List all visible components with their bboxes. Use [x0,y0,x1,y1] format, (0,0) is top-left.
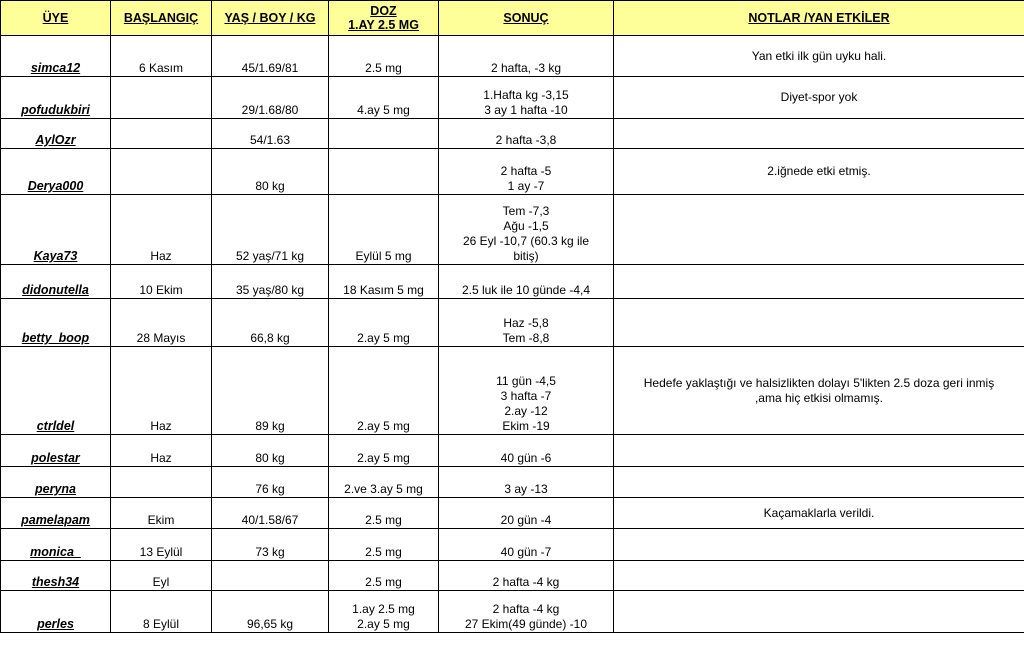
result-cell [439,591,614,633]
member-name: didonutella [1,265,111,299]
notes-cell [614,561,1024,591]
start-cell: 10 Ekim [111,265,212,299]
member-name: AylOzr [1,119,111,149]
dose-cell [329,36,439,77]
notes-cell-line: ,ama hiç etkisi olmamış. [754,390,884,405]
result-cell-line: 26 Eyl -10,7 (60.3 kg ile [462,234,590,248]
notes-cell [614,77,1024,119]
table-row [1,77,1024,119]
notes-cell [614,467,1024,498]
result-cell-line: 3 hafta -7 [500,389,552,403]
member-name: betty_boop [1,299,111,347]
dose-cell-line: 2.ay 5 mg [357,419,410,433]
dose-cell [329,299,439,347]
notes-cell [614,149,1024,195]
dose-cell-line: 2.ay 5 mg [357,331,410,345]
stats-cell: 54/1.63 [212,119,329,149]
result-cell-line: Ekim -19 [502,419,550,433]
dose-cell [329,561,439,591]
table-row [1,467,1024,498]
result-cell-line: 2 hafta -4 kg [492,602,560,616]
result-cell [439,265,614,299]
member-name: peryna [1,467,111,498]
start-cell [111,467,212,498]
notes-cell [614,299,1024,347]
dose-cell [329,119,439,149]
result-cell-line: 40 gün -6 [500,451,552,465]
notes-cell-line: Kaçamaklarla verildi. [763,505,875,520]
stats-cell: 40/1.58/67 [212,498,329,529]
result-cell [439,36,614,77]
notes-cell [614,435,1024,467]
result-cell-line: 2.5 luk ile 10 günde -4,4 [461,283,591,297]
dose-cell [329,591,439,633]
result-cell-line: 3 ay 1 hafta -10 [484,103,568,117]
result-cell-line: 11 gün -4,5 [496,374,556,388]
result-cell-line: 1 ay -7 [507,179,545,193]
notes-cell-line: 2.iğnede etki etmiş. [767,164,871,178]
stats-cell: 45/1.69/81 [212,36,329,77]
start-cell: 13 Eylül [111,529,212,561]
start-cell: 28 Mayıs [111,299,212,347]
start-cell: Haz [111,435,212,467]
member-name: pamelapam [1,498,111,529]
table-row [1,299,1024,347]
notes-cell [614,36,1024,77]
result-cell-line: 40 gün -7 [500,545,552,559]
notes-cell [614,529,1024,561]
dose-cell-line: 2.ay 5 mg [357,451,410,465]
member-name: pofudukbiri [1,77,111,119]
start-cell: Haz [111,347,212,435]
stats-cell: 66,8 kg [212,299,329,347]
notes-cell [614,119,1024,149]
member-name: thesh34 [1,561,111,591]
result-cell-line: Haz -5,8 [503,316,549,330]
stats-cell: 89 kg [212,347,329,435]
dose-cell-line: Eylül 5 mg [355,249,412,263]
header-dose [329,1,439,36]
table-row [1,498,1024,529]
result-cell-line: Tem -8,8 [502,331,550,345]
start-cell: 8 Eylül [111,591,212,633]
notes-cell [614,347,1024,435]
result-cell-line: 2 hafta -3,8 [495,133,557,147]
start-cell [111,119,212,149]
dose-cell-line: 2.ve 3.ay 5 mg [344,482,423,496]
dose-cell [329,467,439,498]
result-cell [439,119,614,149]
dose-cell [329,529,439,561]
dose-cell-line: 2.5 mg [365,575,402,589]
notes-cell-line: Diyet-spor yok [780,90,858,104]
dose-cell [329,77,439,119]
member-name: ctrldel [1,347,111,435]
dose-cell-line: 2.5 mg [365,545,402,559]
header-notes: NOTLAR /YAN ETKİLER [614,1,1024,36]
dose-cell-line: 2.5 mg [365,61,402,75]
start-cell: Haz [111,195,212,265]
dose-cell-line: 4.ay 5 mg [357,103,410,117]
stats-cell: 80 kg [212,435,329,467]
stats-cell: 73 kg [212,529,329,561]
table-row [1,195,1024,265]
dose-cell-line: 18 Kasım 5 mg [343,283,424,297]
result-cell [439,498,614,529]
dose-cell [329,149,439,195]
table-body [1,36,1024,633]
table-row [1,265,1024,299]
table-row [1,36,1024,77]
table-row [1,591,1024,633]
header-stats: YAŞ / BOY / KG [212,1,329,36]
result-cell [439,149,614,195]
result-cell-line: 3 ay -13 [504,482,548,496]
header-result: SONUÇ [439,1,614,36]
notes-cell [614,498,1024,529]
notes-cell [614,591,1024,633]
table-row [1,435,1024,467]
result-cell [439,347,614,435]
result-cell-line: 2 hafta -4 kg [492,575,560,589]
table-row [1,347,1024,435]
member-name: simca12 [1,36,111,77]
result-cell [439,299,614,347]
stats-cell: 35 yaş/80 kg [212,265,329,299]
member-name: perles [1,591,111,633]
result-cell [439,77,614,119]
dose-cell-line: 2.ay 5 mg [357,617,410,631]
start-cell: Eyl [111,561,212,591]
stats-cell: 96,65 kg [212,591,329,633]
result-cell-line: 2.ay -12 [504,404,548,418]
result-cell-line: 20 gün -4 [500,513,552,527]
result-cell [439,529,614,561]
stats-cell: 29/1.68/80 [212,77,329,119]
result-cell-line: Tem -7,3 [502,204,550,218]
stats-cell: 80 kg [212,149,329,195]
stats-cell: 52 yaş/71 kg [212,195,329,265]
start-cell [111,149,212,195]
result-cell-line: Ağu -1,5 [503,219,549,233]
result-cell [439,435,614,467]
notes-cell-line: Hedefe yaklaştığı ve halsizlikten dolayı 5'likten 2.5 doza geri inmiş [643,375,995,390]
member-name: monica_ [1,529,111,561]
member-name: polestar [1,435,111,467]
member-name: Derya000 [1,149,111,195]
notes-cell [614,195,1024,265]
result-cell-line: bitiş) [513,249,539,263]
dose-cell [329,435,439,467]
table-row [1,119,1024,149]
start-cell [111,77,212,119]
dose-cell-line: 2.5 mg [365,513,402,527]
result-cell [439,561,614,591]
dose-cell [329,265,439,299]
header-start: BAŞLANGIÇ [111,1,212,36]
table-row [1,149,1024,195]
header-dose-line2: 1.AY 2.5 MG [348,18,419,32]
table-row [1,561,1024,591]
table-row [1,529,1024,561]
result-cell [439,195,614,265]
result-cell-line: 27 Ekim(49 günde) -10 [464,617,588,631]
start-cell: Ekim [111,498,212,529]
header-dose-line1: DOZ [370,4,397,18]
stats-cell: 76 kg [212,467,329,498]
result-cell [439,467,614,498]
dose-cell-line: 1.ay 2.5 mg [352,602,415,616]
header-row [1,1,1024,36]
notes-cell [614,265,1024,299]
dose-cell [329,347,439,435]
notes-cell-line: Yan etki ilk gün uyku hali. [751,48,887,63]
start-cell: 6 Kasım [111,36,212,77]
result-cell-line: 2 hafta, -3 kg [490,61,562,75]
dose-cell [329,195,439,265]
header-member: ÜYE [1,1,111,36]
member-name: Kaya73 [1,195,111,265]
dose-cell [329,498,439,529]
stats-cell [212,561,329,591]
result-cell-line: 1.Hafta kg -3,15 [483,88,569,102]
result-cell-line: 2 hafta -5 [500,164,552,178]
